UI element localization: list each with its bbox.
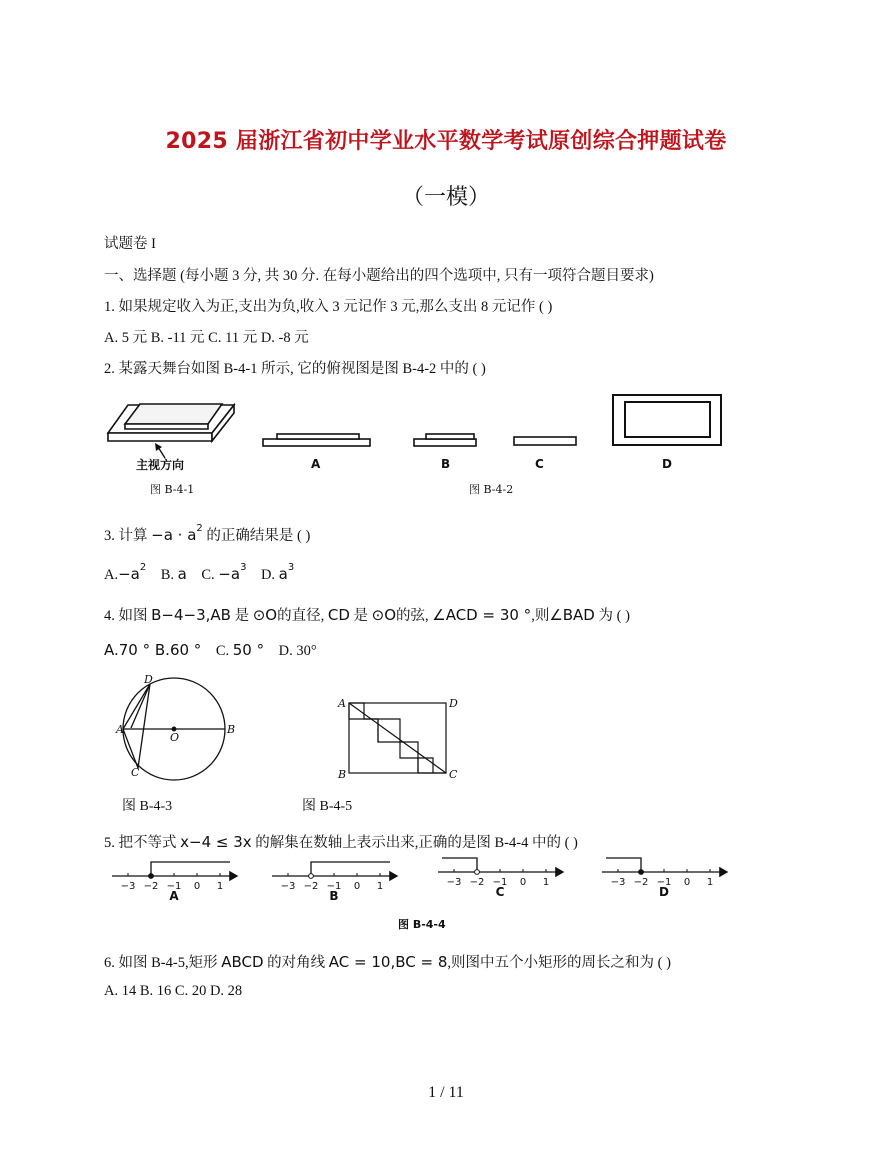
point-a-rect: A (338, 697, 346, 710)
fig-b43-caption: 图 B-4-3 (122, 799, 173, 814)
point-a-circle: A (116, 723, 124, 736)
exam-title: 2025 届浙江省初中学业水平数学考试原创综合押题试卷 (165, 129, 727, 154)
q6-stem: 6. 如图 B-4-5,矩形 ABCD 的对角线 AC = 10,BC = 8,则图中五个小矩形的周长之和为 ( ) (104, 953, 671, 971)
endpoint-dot (475, 870, 480, 875)
fig-b45-caption: 图 B-4-5 (302, 799, 353, 814)
endpoint-dot (149, 874, 154, 879)
tick-label: 1 (376, 881, 384, 892)
tick-label: −2 (303, 881, 319, 892)
number-line-label: C (495, 885, 505, 899)
number-lines-group (112, 858, 727, 903)
label-d: D (662, 457, 672, 471)
fig-b44-caption: 图 B-4-4 (398, 918, 446, 931)
q3-expression: $-a \cdot a^2$ (151, 523, 203, 544)
label-a: A (311, 457, 321, 471)
tick-label: 0 (193, 881, 201, 892)
tick-label: −1 (656, 877, 672, 888)
endpoint-dot (639, 870, 644, 875)
tick-label: 1 (542, 877, 550, 888)
q3-options: $A.-a^2$ B. a C. $-a^3$ D. $a^3$ (104, 562, 295, 583)
solution-ray (311, 862, 390, 876)
direction-label: 主视方向 (136, 458, 185, 472)
solution-ray (151, 862, 230, 876)
point-d-circle: D (144, 673, 153, 686)
tick-label: 0 (683, 877, 691, 888)
number-line-label: D (659, 885, 669, 899)
fig-b41-caption: 图 B-4-1 (150, 483, 195, 496)
tick-label: −3 (280, 881, 296, 892)
q1-options: A. 5 元 B. -11 元 C. 11 元 D. -8 元 (104, 330, 309, 346)
tick-label: −3 (610, 877, 626, 888)
tick-label: 1 (216, 881, 224, 892)
section-heading: 一、选择题 (每小题 3 分, 共 30 分. 在每小题给出的四个选项中, 只有一项符合题目要求) (104, 268, 654, 284)
section-label: 试题卷 I (104, 236, 156, 252)
q1-stem: 1. 如果规定收入为正,支出为负,收入 3 元记作 3 元,那么支出 8 元记作 ( ) (104, 299, 553, 315)
point-d-rect: D (449, 697, 458, 710)
tick-label: −2 (143, 881, 159, 892)
exam-subtitle: （一模） (401, 185, 490, 210)
q4-options: A.70 ° B.60 ° C. 50 ° D. 30° (104, 641, 317, 659)
point-b-rect: B (338, 768, 347, 781)
q5-stem: 5. 把不等式 x−4 ≤ 3x 的解集在数轴上表示出来,正确的是图 B-4-4 中的 ( ) (104, 833, 578, 851)
point-b-circle: B (227, 723, 236, 736)
tick-label: 0 (519, 877, 527, 888)
point-o-circle: O (170, 731, 180, 744)
tick-label: −3 (120, 881, 136, 892)
page-number: 1 / 11 (428, 1084, 464, 1101)
endpoint-dot (309, 874, 314, 879)
point-c-rect: C (449, 768, 458, 781)
tick-label: −1 (326, 881, 342, 892)
tick-label: −1 (166, 881, 182, 892)
q3-stem: 3. 计算 $-a \cdot a^2$ 的正确结果是 ( ) (104, 523, 311, 544)
tick-label: −2 (633, 877, 649, 888)
q4-stem: 4. 如图 B−4−3,AB 是 ⊙O的直径, CD 是 ⊙O的弦, ∠ACD = 30 °,则∠BAD 为 ( ) (104, 606, 630, 624)
q2-stem: 2. 某露天舞台如图 B-4-1 所示, 它的俯视图是图 B-4-2 中的 ( ) (104, 361, 486, 377)
number-line-label: A (169, 889, 179, 903)
q6-options: A. 14 B. 16 C. 20 D. 28 (104, 983, 243, 999)
tick-label: 0 (353, 881, 361, 892)
point-c-circle: C (131, 766, 140, 779)
solution-ray (606, 858, 641, 872)
solution-ray (442, 858, 477, 872)
fig-b42-caption: 图 B-4-2 (469, 483, 514, 496)
tick-label: −2 (469, 877, 485, 888)
label-c: C (535, 457, 544, 471)
number-line-label: B (329, 889, 339, 903)
tick-label: −3 (446, 877, 462, 888)
tick-label: −1 (492, 877, 508, 888)
tick-label: 1 (706, 877, 714, 888)
label-b: B (441, 457, 451, 471)
